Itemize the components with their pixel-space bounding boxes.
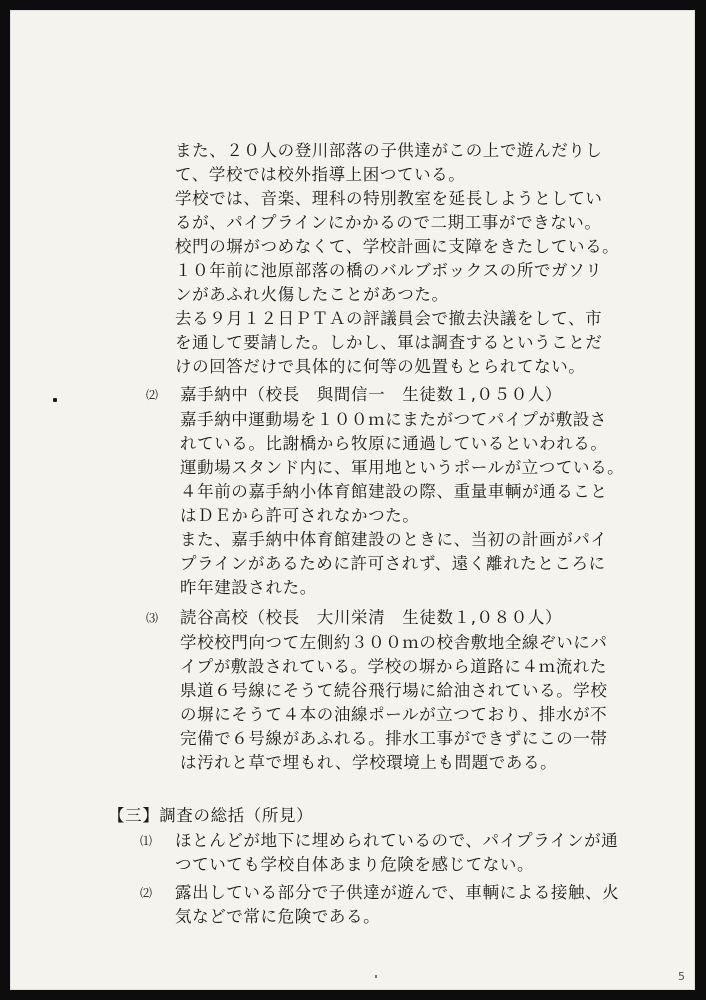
text-line: 県道６号線にそうて続谷飛行場に給油されている。学校 (180, 681, 608, 700)
text-line: また、嘉手納中体育館建設のときに、当初の計画がパイ (180, 530, 608, 549)
scan-speck (375, 975, 377, 978)
text-line: 完備で６号線があふれる。排水工事ができずにこの一帯 (180, 729, 608, 748)
text-line: 学校では、音楽、理科の特別教室を延長しようとしてい (175, 189, 603, 208)
text-line: 運動場スタンド内に、軍用地というポールが立つている。 (180, 458, 625, 477)
text-line: けの回答だけで具体的に何等の処置もとられてない。 (175, 357, 586, 376)
item-heading: 嘉手納中（校長 與間信一 生徒数１,０５０人） (180, 385, 563, 404)
text-line: 嘉手納中運動場を１００ｍにまたがつてパイプが敷設さ (180, 410, 608, 429)
text-line: は汚れと草で埋もれ、学校環境上も問題である。 (180, 753, 558, 772)
text-line: 昨年建設された。 (180, 578, 317, 597)
text-line: はＤＥから許可されなかつた。 (180, 506, 420, 525)
margin-mark (53, 398, 57, 402)
text-line: イプが敷設されている。学校の塀から道路に４ｍ流れた (180, 657, 608, 676)
text-line: ンがあふれ火傷したことがあつた。 (175, 285, 449, 304)
text-line: ほとんどが地下に埋められているので、パイプラインが通 (175, 831, 619, 850)
text-line: 学校校門向つて左側約３００ｍの校舎敷地全線ぞいにパ (180, 633, 608, 652)
text-line: ４年前の嘉手納小体育館建設の際、重量車輌が通ること (180, 482, 608, 501)
text-line: 気などで常に危険である。 (175, 907, 381, 926)
text-line: 去る９月１２日ＰＴＡの評議員会で撤去決議をして、市 (175, 309, 603, 328)
text-line: また、２０人の登川部落の子供達がこの上で遊んだりし (175, 141, 603, 160)
page-number: 5 (678, 970, 685, 983)
text-line: 校門の塀がつめなくて、学校計画に支障をきたしている。 (175, 237, 620, 256)
list-marker: ⑵ (140, 886, 153, 900)
item-heading: 読谷高校（校長 大川栄清 生徒数１,０８０人） (180, 608, 563, 627)
text-line: プラインがあるために許可されず、遠く離れたところに (180, 554, 606, 573)
section-heading: 【三】調査の総括（所見） (108, 806, 314, 825)
list-marker: ⑶ (146, 611, 159, 625)
text-line: の塀にそうて４本の油線ポールが立つており、排水が不 (180, 705, 608, 724)
text-line: るが、パイプラインにかかるので二期工事ができない。 (175, 213, 602, 232)
text-line: つていても学校自体あまり危険を感じてない。 (175, 855, 535, 874)
document-page (10, 10, 695, 990)
text-line: 露出している部分で子供達が遊んで、車輌による接触、火 (175, 883, 620, 902)
text-line: れている。比謝橋から牧原に通過しているといわれる。 (180, 434, 608, 453)
text-line: を通して要請した。しかし、軍は調査するということだ (175, 333, 603, 352)
list-marker: ⑵ (146, 388, 159, 402)
text-line: １０年前に池原部落の橋のバルブボックスの所でガソリ (175, 261, 603, 280)
text-line: て、学校では校外指導上困つている。 (175, 165, 466, 184)
list-marker: ⑴ (140, 834, 153, 848)
